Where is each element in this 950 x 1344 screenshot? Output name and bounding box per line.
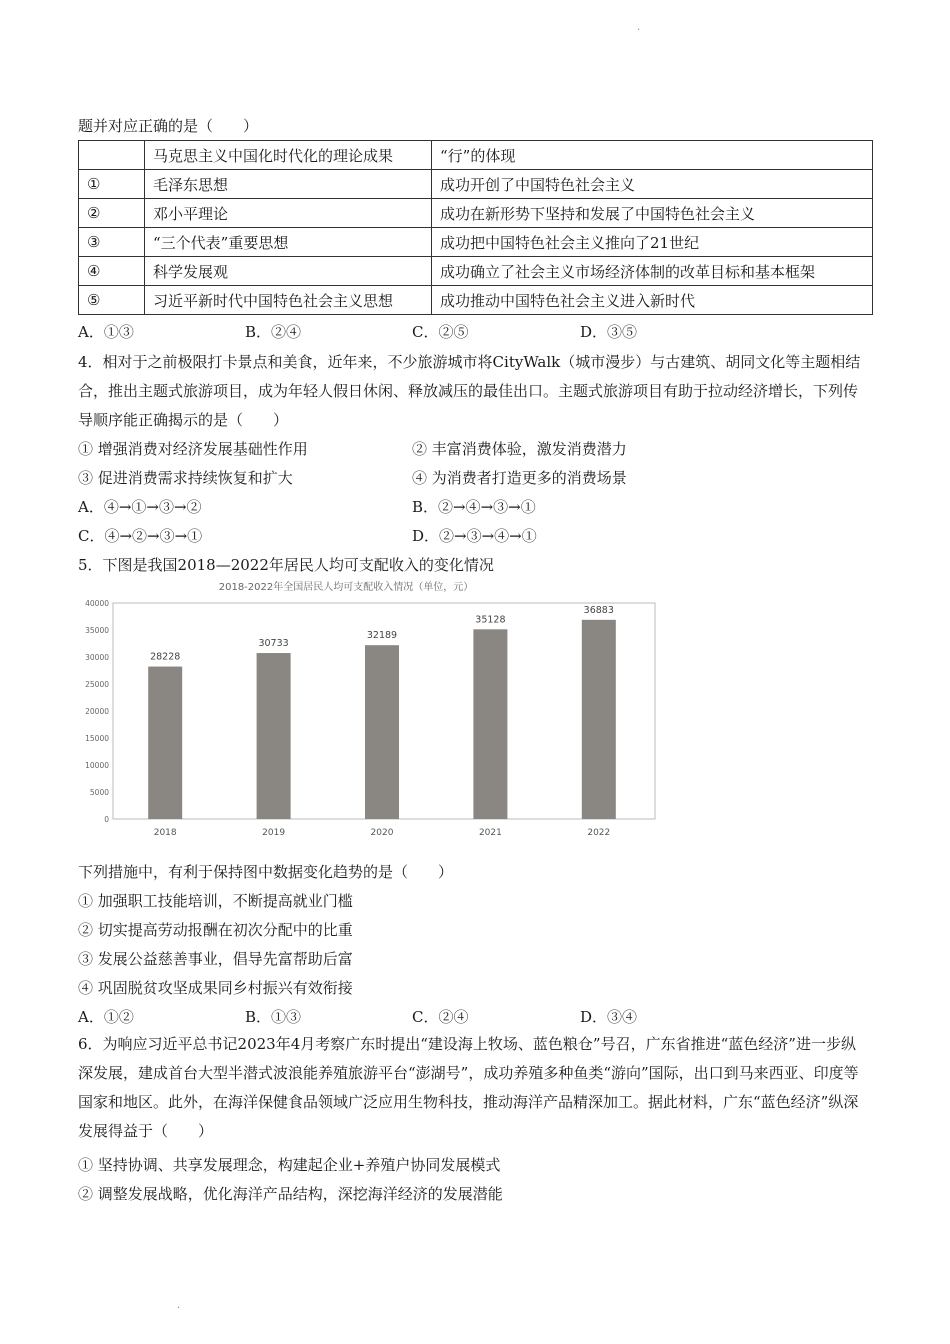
chart-title: 2018-2022年全国居民人均可支配收入情况（单位，元） [218, 582, 474, 593]
y-tick-label: 25000 [85, 680, 109, 689]
q4-item-3: ③ 促进消费需求持续恢复和扩大 [78, 469, 293, 487]
q5-item-1: ① 加强职工技能培训，不断提高就业门槛 [78, 892, 353, 910]
q6-item-1: ① 坚持协调、共享发展理念，构建起企业+养殖户协同发展模式 [78, 1156, 501, 1174]
y-tick-label: 40000 [85, 599, 109, 608]
bar-2018 [148, 667, 182, 819]
x-tick-label: 2022 [587, 828, 611, 838]
y-tick-label: 35000 [85, 626, 109, 635]
y-tick-label: 15000 [85, 734, 109, 743]
q5-item-2: ② 切实提高劳动报酬在初次分配中的比重 [78, 921, 353, 939]
data-label-2020: 32189 [366, 630, 398, 642]
y-tick-label: 5000 [89, 788, 109, 797]
table-cell: 成功开创了中国特色社会主义 [432, 170, 873, 199]
data-label-2018: 28228 [150, 651, 181, 663]
table-cell: 邓小平理论 [145, 199, 432, 228]
bar-2021 [473, 629, 507, 819]
y-tick-label: 20000 [85, 707, 109, 716]
table-cell: ⑤ [79, 286, 145, 315]
q3-option-c: C．②⑤ [412, 323, 469, 341]
q3-stem-tail: 题并对应正确的是（ ） [78, 117, 259, 135]
table-row [79, 170, 873, 199]
table-row [79, 257, 873, 286]
q4-item-1: ① 增强消费对经济发展基础性作用 [78, 440, 308, 458]
table-cell: 科学发展观 [145, 257, 432, 286]
x-tick-label: 2020 [370, 828, 394, 838]
table-header-cell: 马克思主义中国化时代化的理论成果 [145, 141, 432, 170]
x-tick-label: 2018 [153, 828, 177, 838]
table-header-row [79, 141, 873, 170]
data-label-2019: 30733 [258, 638, 289, 650]
q5-stem: 5．下图是我国2018—2022年居民人均可支配收入的变化情况 [78, 556, 494, 574]
table-row [79, 286, 873, 315]
q3-option-b: B．②④ [245, 323, 302, 341]
header-dot: . [637, 22, 641, 33]
q4-option-c: C．④→②→③→① [78, 527, 203, 545]
table-cell: “三个代表”重要思想 [145, 228, 432, 257]
q4-option-b: B．②→④→③→① [412, 498, 536, 516]
q5-option-d: D．③④ [580, 1008, 638, 1026]
table-cell: 毛泽东思想 [145, 170, 432, 199]
q4-stem: 4．相对于之前极限打卡景点和美食，近年来，不少旅游城市将CityWalk（城市漫步）与古建筑、胡同文化等主题相结合，推出主题式旅游项目，成为年轻人假日休闲、释放减压的最佳出口。主题式旅游项目有助于拉动经济增长，下列传导顺序能正确揭示的是（ ） [78, 353, 861, 429]
table-cell: ④ [79, 257, 145, 286]
footer-dot: . [177, 1300, 181, 1311]
q4-item-4: ④ 为消费者打造更多的消费场景 [412, 469, 627, 487]
y-tick-label: 0 [104, 815, 109, 824]
table-header-cell [79, 141, 145, 170]
data-label-2022: 36883 [583, 604, 614, 616]
q6-item-2: ② 调整发展战略，优化海洋产品结构，深挖海洋经济的发展潜能 [78, 1185, 503, 1203]
y-tick-label: 30000 [85, 653, 109, 662]
table-cell: 习近平新时代中国特色社会主义思想 [145, 286, 432, 315]
table-cell: ① [79, 170, 145, 199]
q6-stem: 6．为响应习近平总书记2023年4月考察广东时提出“建设海上牧场、蓝色粮仓”号召，广东省推进“蓝色经济”进一步纵深发展，建成首台大型半潜式波浪能养殖旅游平台“澎湖号”，成功养殖多种鱼类“游向”国际，出口到马来西亚、印度等国家和地区。此外，在海洋保健食品领域广泛应用生物科技，推动海洋产品精深加工。据此材料，广东“蓝色经济”纵深发展得益于（ ） [78, 1035, 859, 1140]
table-cell: ② [79, 199, 145, 228]
q5-item-3: ③ 发展公益慈善事业，倡导先富帮助后富 [78, 950, 353, 968]
table-cell: 成功把中国特色社会主义推向了21世纪 [432, 228, 873, 257]
x-tick-label: 2019 [262, 828, 286, 838]
table-cell: ③ [79, 228, 145, 257]
bar-2020 [365, 645, 399, 819]
bar-2022 [582, 620, 616, 819]
q4-option-a: A．④→①→③→② [78, 498, 202, 516]
q3-option-d: D．③⑤ [580, 323, 638, 341]
q5-option-c: C．②④ [412, 1008, 469, 1026]
data-label-2021: 35128 [475, 614, 506, 626]
q5-item-4: ④ 巩固脱贫攻坚成果同乡村振兴有效衔接 [78, 979, 353, 997]
q3-option-a: A．①③ [78, 323, 134, 341]
table-cell: 成功确立了社会主义市场经济体制的改革目标和基本框架 [432, 257, 873, 286]
table-row [79, 199, 873, 228]
q3-table [78, 140, 873, 315]
table-cell: 成功推动中国特色社会主义进入新时代 [432, 286, 873, 315]
q5-option-b: B．①③ [245, 1008, 302, 1026]
y-tick-label: 10000 [85, 761, 109, 770]
table-header-cell: “行”的体现 [432, 141, 873, 170]
table-cell: 成功在新形势下坚持和发展了中国特色社会主义 [432, 199, 873, 228]
q5-question: 下列措施中，有利于保持图中数据变化趋势的是（ ） [78, 863, 454, 881]
q5-option-a: A．①② [78, 1008, 134, 1026]
q4-item-2: ② 丰富消费体验，激发消费潜力 [412, 440, 627, 458]
table-row [79, 228, 873, 257]
income-bar-chart [78, 578, 668, 844]
q4-option-d: D．②→③→④→① [412, 527, 537, 545]
bar-2019 [257, 653, 291, 819]
x-tick-label: 2021 [478, 828, 502, 838]
